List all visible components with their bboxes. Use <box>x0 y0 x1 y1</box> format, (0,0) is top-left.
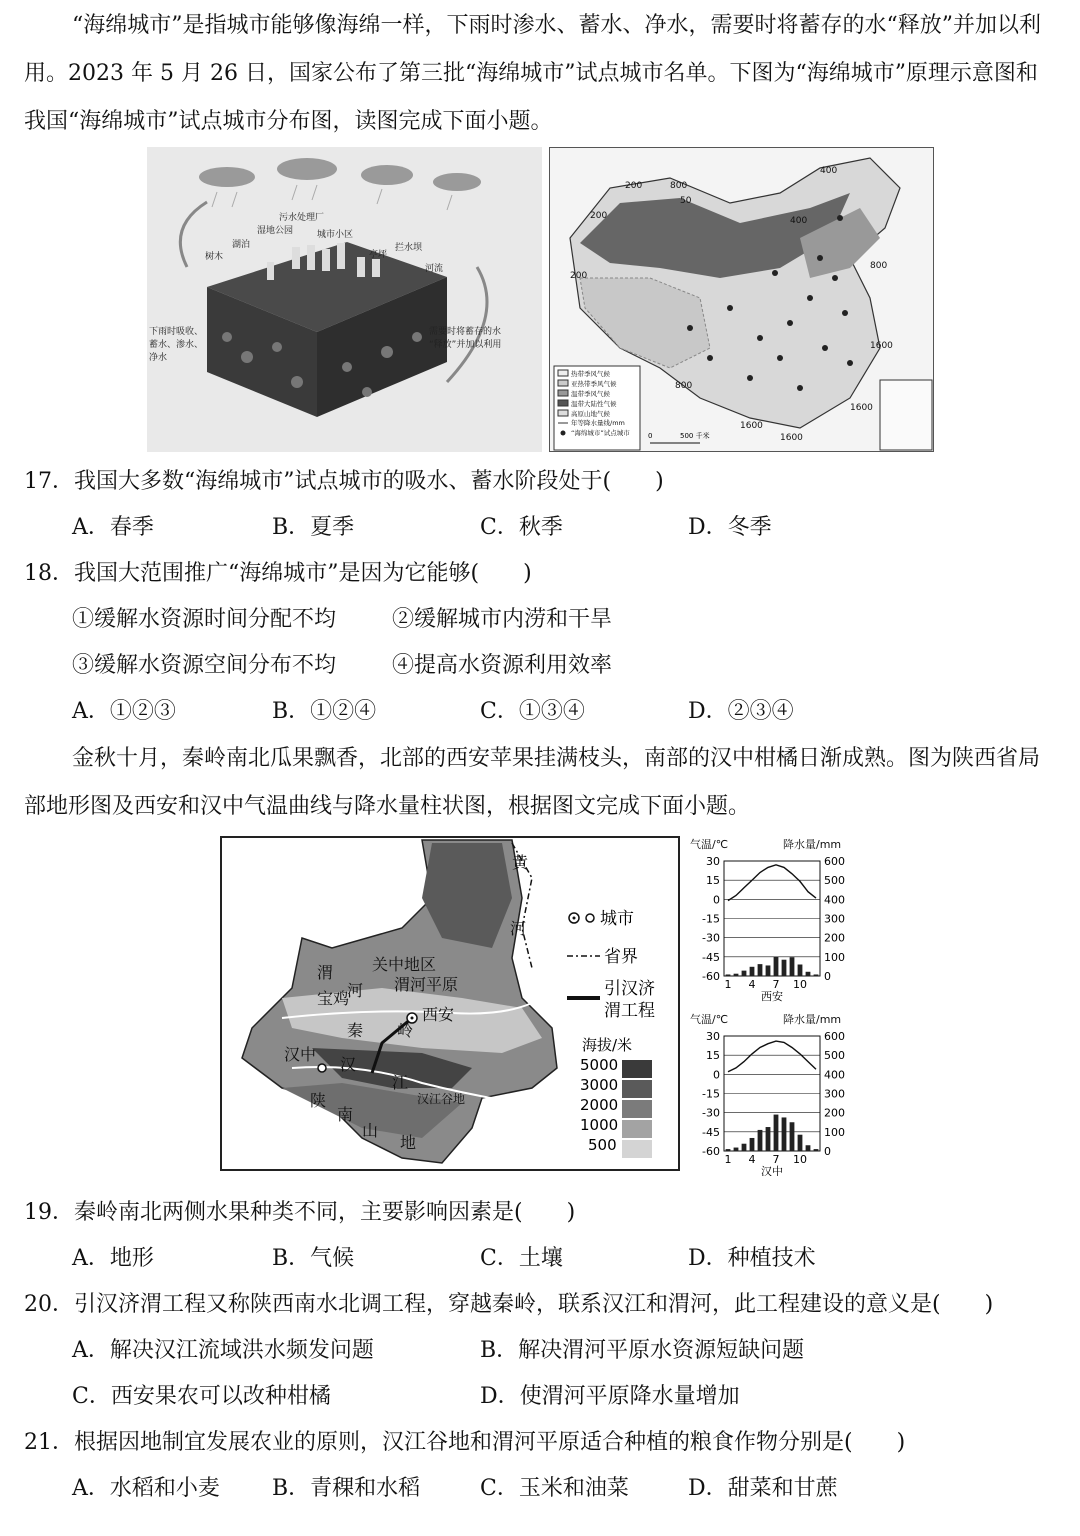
precip-bar <box>774 957 779 976</box>
legend-plateau: 高原山地气候 <box>571 410 610 418</box>
isohyet-6: 400 <box>790 216 808 226</box>
precip-tick-label: 400 <box>824 1068 845 1082</box>
map3-legend <box>567 909 655 1158</box>
elev-swatch-3000 <box>622 1080 652 1098</box>
month-tick-label: 4 <box>748 978 756 991</box>
precip-bar <box>750 967 755 976</box>
label-pavilion: 亭坪 <box>369 250 388 260</box>
precip-bar <box>750 1138 755 1151</box>
label-trees: 树木 <box>205 252 224 262</box>
temp-tick-label: 0 <box>713 893 720 907</box>
intro-paragraph-2: 金秋十月，秦岭南北瓜果飘香，北部的西安苹果挂满枝头，南部的汉中柑橘日渐成熟。图为陕西省局部地形图及西安和汉中气温曲线与降水量柱状图，根据图文完成下面小题。 <box>24 746 1041 819</box>
chart1-temp-title: 气温/℃ <box>690 838 729 851</box>
isohyet-9: 1600 <box>870 341 893 351</box>
elev-1000: 1000 <box>580 1116 619 1134</box>
left-caption-3: 净水 <box>149 353 168 363</box>
q21-option-a[interactable]: A．水稻和小麦 <box>72 1476 220 1501</box>
climate-chart-xian <box>702 855 845 1003</box>
q18-item-1: ①缓解水资源时间分配不均 <box>72 607 337 632</box>
label-dam: 拦水坝 <box>395 243 423 253</box>
label-xian: 西安 <box>422 1005 455 1024</box>
month-tick-label: 1 <box>724 978 732 991</box>
legend-pilot-city: “海绵城市”试点城市 <box>571 429 630 437</box>
temp-tick-label: -30 <box>702 931 720 945</box>
label-lake: 湖泊 <box>232 240 251 250</box>
month-tick-label: 10 <box>793 1153 807 1166</box>
isohyet-10: 800 <box>675 381 693 391</box>
q17-option-d[interactable]: D．冬季 <box>688 515 772 540</box>
label-community: 城市小区 <box>317 230 354 240</box>
precip-bar <box>790 1122 795 1151</box>
chart-station-title: 汉中 <box>761 1165 783 1176</box>
legend-city: 城市 <box>600 909 634 929</box>
precip-tick-label: 300 <box>824 1087 845 1101</box>
isohyet-11: 1600 <box>850 403 873 413</box>
precip-bar <box>814 974 819 976</box>
chart2-temp-title: 气温/℃ <box>690 1013 729 1026</box>
precip-tick-label: 100 <box>824 950 845 964</box>
scale-bar <box>648 431 710 443</box>
precip-bar <box>774 1115 779 1151</box>
label-weihe-plain: 渭河平原 <box>394 975 459 994</box>
right-caption-1: 需要时将蓄存的水 <box>429 327 502 337</box>
q17-option-c[interactable]: C．秋季 <box>480 515 563 540</box>
elev-swatch-2000 <box>622 1100 652 1118</box>
precip-bar <box>806 972 811 976</box>
precip-tick-label: 400 <box>824 893 845 907</box>
precip-bar <box>742 971 747 976</box>
temp-tick-label: -45 <box>702 1125 720 1139</box>
elev-5000: 5000 <box>580 1056 619 1074</box>
q18-item-3: ③缓解水资源空间分布不均 <box>72 653 337 678</box>
precip-tick-label: 200 <box>824 1106 845 1120</box>
elev-3000: 3000 <box>580 1076 619 1094</box>
left-caption-1: 下雨时吸收、 <box>149 327 204 337</box>
hanzhong-city <box>318 1064 326 1072</box>
q18-item-4: ④提高水资源利用效率 <box>392 653 613 678</box>
q17-option-a[interactable]: A．春季 <box>72 515 154 540</box>
q20-option-d[interactable]: D．使渭河平原降水量增加 <box>480 1384 740 1409</box>
precip-bar <box>726 1149 731 1151</box>
temp-tick-label: -15 <box>702 1087 720 1101</box>
precip-tick-label: 100 <box>824 1125 845 1139</box>
precip-bar <box>798 965 803 977</box>
label-nan: 南 <box>337 1105 354 1124</box>
precip-tick-label: 600 <box>824 855 845 868</box>
month-tick-label: 4 <box>748 1153 756 1166</box>
china-climate-map <box>549 147 934 452</box>
q21-stem: 21．根据因地制宜发展农业的原则，汉江谷地和渭河平原适合种植的粮食作物分别是( ) <box>24 1430 906 1455</box>
precip-bar <box>766 965 771 976</box>
month-tick-label: 7 <box>772 978 780 991</box>
label-river: 河流 <box>425 264 444 274</box>
label-hanjiang-valley: 汉江谷地 <box>417 1092 466 1106</box>
isohyet-13: 1600 <box>780 433 803 443</box>
legend-temperate-monsoon: 温带季风气候 <box>571 390 610 398</box>
month-tick-label: 10 <box>793 978 807 991</box>
isohyet-1: 200 <box>625 181 643 191</box>
label-he-2: 河 <box>347 981 364 1000</box>
chart-station-title: 西安 <box>761 990 783 1003</box>
temp-tick-label: -15 <box>702 912 720 926</box>
right-caption-2: “释放”并加以利用 <box>429 340 502 350</box>
temp-tick-label: -30 <box>702 1106 720 1120</box>
precip-tick-label: 200 <box>824 931 845 945</box>
precip-tick-label: 500 <box>824 1049 845 1063</box>
elev-swatch-500 <box>622 1140 652 1158</box>
temp-tick-label: -45 <box>702 950 720 964</box>
legend-isohyet: 年等降水量线/mm <box>571 419 625 427</box>
chart2-precip-title: 降水量/mm <box>783 1013 842 1026</box>
label-wetland: 湿地公园 <box>257 226 294 236</box>
label-di: 地 <box>400 1133 417 1152</box>
temperature-curve <box>728 1041 816 1072</box>
precip-bar <box>782 960 787 976</box>
q18-option-a[interactable]: A．①②③ <box>72 699 176 724</box>
precip-bar <box>742 1144 747 1151</box>
sponge-city-diagram <box>147 147 542 452</box>
q20-stem: 20．引汉济渭工程又称陕西南水北调工程，穿越秦岭，联系汉江和渭河，此工程建设的意义是( ) <box>24 1292 994 1317</box>
elev-swatch-5000 <box>622 1060 652 1078</box>
month-tick-label: 1 <box>724 1153 732 1166</box>
label-hanzhong: 汉中 <box>284 1045 317 1064</box>
label-han: 汉 <box>340 1055 357 1074</box>
scale-0: 0 <box>648 432 653 440</box>
q18-item-2: ②缓解城市内涝和干旱 <box>392 607 613 632</box>
elev-500: 500 <box>588 1136 617 1154</box>
precip-tick-label: 0 <box>824 1145 831 1158</box>
q19-option-b[interactable]: B．气候 <box>272 1246 355 1271</box>
precip-bar <box>734 1148 739 1151</box>
temp-tick-label: 30 <box>706 855 720 868</box>
temp-tick-label: -60 <box>702 1145 720 1158</box>
precip-tick-label: 300 <box>824 912 845 926</box>
label-qin: 秦 <box>347 1021 364 1040</box>
isohyet-12: 1600 <box>740 421 763 431</box>
precip-bar <box>758 964 763 976</box>
q17-option-b[interactable]: B．夏季 <box>272 515 355 540</box>
label-shan-mountain: 山 <box>362 1121 379 1140</box>
isohyet-5: 200 <box>590 211 608 221</box>
intro-paragraph-1: “海绵城市”是指城市能够像海绵一样，下雨时渗水、蓄水、净水，需要时将蓄存的水“释放”并加以利用。2023 年 5 月 26 日，国家公布了第三批“海绵城市”试点城市名单。下图为“海绵城市”原理示意图和我国“海绵城市”试点城市分布图，读图完成下面小题。 <box>24 13 1041 134</box>
label-jiang: 江 <box>392 1073 409 1092</box>
rain-clouds <box>199 158 481 191</box>
legend-project-1: 引汉济 <box>604 979 655 999</box>
map-legend <box>554 366 640 450</box>
q18-option-b[interactable]: B．①②④ <box>272 699 377 724</box>
label-baoji: 宝鸡 <box>317 989 350 1008</box>
temp-tick-label: 15 <box>706 874 720 888</box>
temp-tick-label: -60 <box>702 970 720 983</box>
isohyet-8: 200 <box>570 271 588 281</box>
q18-stem: 18．我国大范围推广“海绵城市”是因为它能够( ) <box>24 561 532 586</box>
precip-tick-label: 0 <box>824 970 831 983</box>
temp-tick-label: 15 <box>706 1049 720 1063</box>
legend-boundary: 省界 <box>604 947 638 967</box>
q20-option-a[interactable]: A．解决汉江流域洪水频发问题 <box>72 1338 374 1363</box>
legend-temperate-continental: 温带大陆性气候 <box>571 400 617 408</box>
label-guanzhong: 关中地区 <box>372 955 437 974</box>
precip-tick-label: 600 <box>824 1030 845 1043</box>
q19-option-a[interactable]: A．地形 <box>72 1246 154 1271</box>
q20-option-c[interactable]: C．西安果农可以改种柑橘 <box>72 1384 331 1409</box>
scale-500: 500 千米 <box>680 432 710 440</box>
temp-tick-label: 0 <box>713 1068 720 1082</box>
q19-option-c[interactable]: C．土壤 <box>480 1246 563 1271</box>
precip-bar <box>782 1117 787 1151</box>
precip-bar <box>806 1145 811 1151</box>
legend-subtropical: 亚热带季风气候 <box>571 380 617 388</box>
temp-tick-label: 30 <box>706 1030 720 1043</box>
precip-bar <box>790 957 795 976</box>
left-caption-2: 蓄水、渗水、 <box>149 340 204 350</box>
label-wei: 渭 <box>317 963 334 982</box>
label-wastewater: 污水处理厂 <box>279 213 325 223</box>
climate-chart-hanzhong <box>702 1030 845 1176</box>
precip-tick-label: 500 <box>824 874 845 888</box>
south-china-sea-inset <box>880 380 932 450</box>
legend-tropical: 热带季风气候 <box>571 370 610 378</box>
isohyet-7: 800 <box>870 261 888 271</box>
isohyet-3: 400 <box>820 166 838 176</box>
month-tick-label: 7 <box>772 1153 780 1166</box>
isohyet-2: 800 <box>670 181 688 191</box>
label-he-1: 河 <box>510 919 527 938</box>
label-ling: 岭 <box>397 1021 414 1040</box>
q21-option-c[interactable]: C．玉米和油菜 <box>480 1476 629 1501</box>
shaanxi-terrain-map <box>220 836 680 1171</box>
q17-stem: 17．我国大多数“海绵城市”试点城市的吸水、蓄水阶段处于( ) <box>24 469 664 494</box>
q21-option-d[interactable]: D．甜菜和甘蔗 <box>688 1476 838 1501</box>
precip-bar <box>758 1130 763 1151</box>
label-shan: 陕 <box>310 1091 327 1110</box>
precip-bar <box>734 974 739 976</box>
elev-swatch-1000 <box>622 1120 652 1138</box>
label-huang: 黄 <box>512 853 529 872</box>
q19-option-d[interactable]: D．种植技术 <box>688 1246 816 1271</box>
q20-option-b[interactable]: B．解决渭河平原水资源短缺问题 <box>480 1338 805 1363</box>
legend-elev-title: 海拔/米 <box>582 1036 633 1054</box>
temperature-curve <box>728 865 816 901</box>
legend-project-2: 渭工程 <box>604 1001 655 1021</box>
elev-2000: 2000 <box>580 1096 619 1114</box>
precip-bar <box>766 1127 771 1151</box>
precip-bar <box>726 974 731 976</box>
q18-option-d[interactable]: D．②③④ <box>688 699 794 724</box>
precip-bar <box>798 1135 803 1151</box>
q21-option-b[interactable]: B．青稞和水稻 <box>272 1476 421 1501</box>
q19-stem: 19．秦岭南北两侧水果种类不同，主要影响因素是( ) <box>24 1200 576 1225</box>
climate-charts <box>688 836 868 1176</box>
q18-option-c[interactable]: C．①③④ <box>480 699 585 724</box>
precip-bar <box>814 1149 819 1151</box>
isohyet-4: 50 <box>680 196 692 206</box>
chart1-precip-title: 降水量/mm <box>783 838 842 851</box>
